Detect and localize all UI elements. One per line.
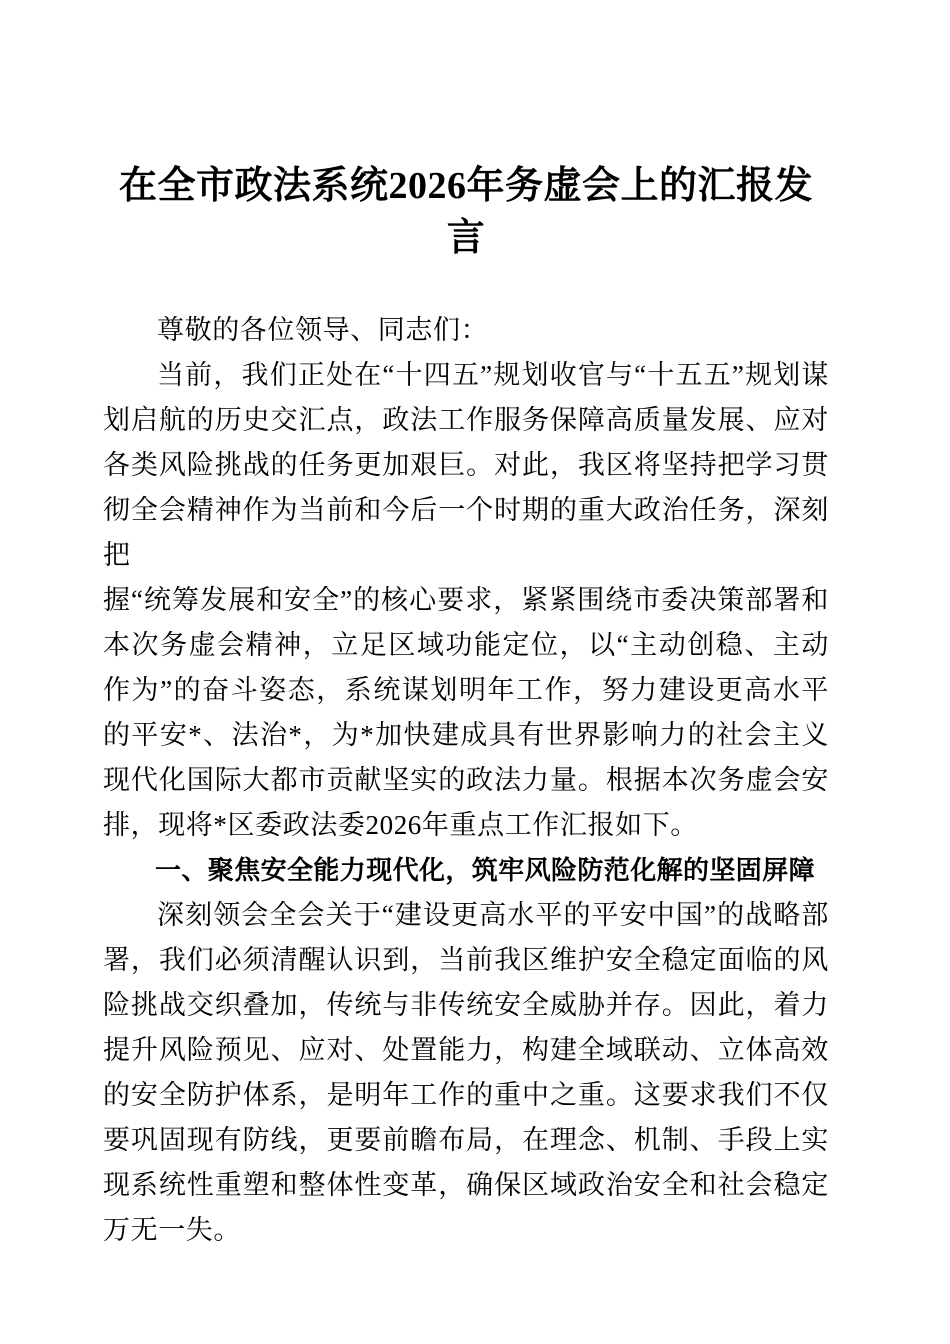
section-body-1: 深刻领会全会关于“建设更高水平的平安中国”的战略部署，我们必须清醒认识到，当前我区维护安全稳定面临的风险挑战交织叠加，传统与非传统安全威胁并存。因此，着力提升风险预见、应对、处置能力，构建全域联动、立体高效的安全防护体系，是明年工作的重中之重。这要求我们不仅要巩固现有防线，更要前瞻布局，在理念、机制、手段上实现系统性重塑和整体性变革，确保区域政治安全和社会稳定万无一失。 — [103, 900, 829, 1245]
paragraph-intro-part-2: 握“统筹发展和安全”的核心要求，紧紧围绕市委决策部署和本次务虚会精神，立足区域功能定位，以“主动创稳、主动作为”的奋斗姿态，系统谋划明年工作，努力建设更高水平的平安*、法治*，为*加快建成具有世界影响力的社会主义现代化国际大都市贡献坚实的政法力量。根据本次务虚会安排，现将*区委政法委2026年重点工作汇报如下。 — [103, 585, 829, 840]
document-content — [103, 0, 829, 1253]
paragraph-intro-part-1: 当前，我们正处在“十四五”规划收官与“十五五”规划谋划启航的历史交汇点，政法工作服务保障高质量发展、应对各类风险挑战的任务更加艰巨。对此，我区将坚持把学习贯彻全会精神作为当前和今后一个时期的重大政治任务，深刻把 — [103, 360, 829, 570]
section-heading-1: 一、聚焦安全能力现代化，筑牢风险防范化解的坚固屏障 — [155, 855, 816, 885]
page-title: 在全市政法系统2026年务虚会上的汇报发言 — [118, 165, 813, 259]
document-body — [103, 308, 829, 1253]
salutation: 尊敬的各位领导、同志们： — [157, 315, 489, 345]
